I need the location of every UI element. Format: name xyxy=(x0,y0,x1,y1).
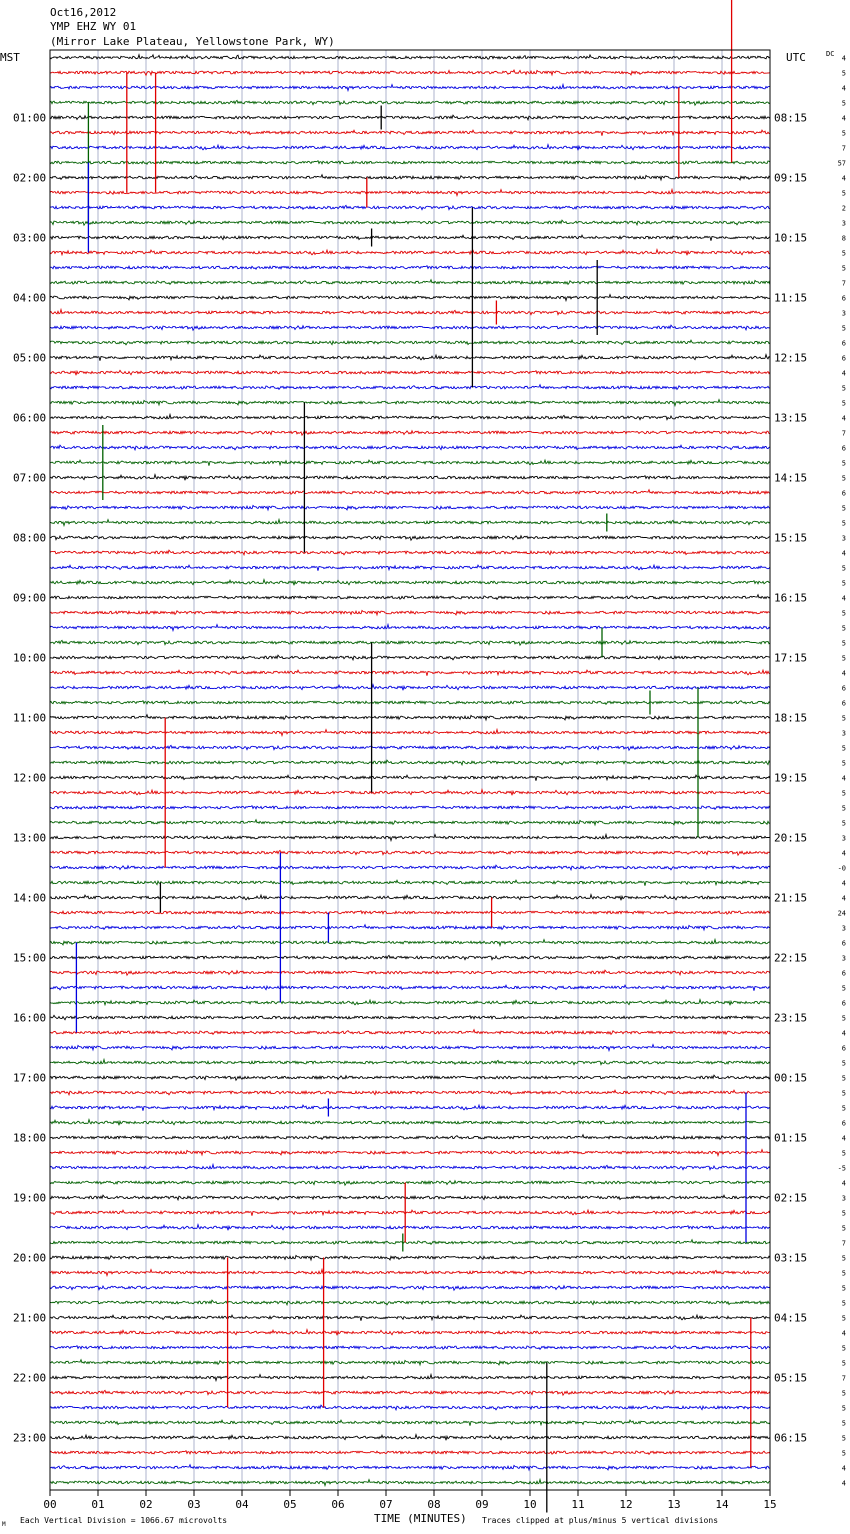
dc-offset-value: 3 xyxy=(841,1194,846,1203)
dc-offset-value: -0 xyxy=(837,864,846,873)
dc-offset-value: 5 xyxy=(841,264,846,273)
left-hour-label: 18:00 xyxy=(13,1131,47,1145)
dc-offset-column xyxy=(838,55,846,1488)
trace-row xyxy=(50,1270,770,1276)
trace-row xyxy=(50,760,770,765)
trace-row xyxy=(50,940,770,946)
dc-offset-value: 5 xyxy=(841,654,846,663)
trace-row xyxy=(50,1240,770,1245)
trace-row xyxy=(50,340,770,345)
trace-row xyxy=(50,565,770,571)
dc-offset-value: 6 xyxy=(841,939,846,948)
trace-row xyxy=(50,385,770,390)
right-hour-label: 06:15 xyxy=(774,1431,808,1445)
dc-offset-value: 4 xyxy=(841,1134,846,1143)
dc-offset-value: 6 xyxy=(841,339,846,348)
corner-mark: M xyxy=(2,1521,6,1528)
trace-row xyxy=(50,580,770,586)
trace-row xyxy=(50,715,770,720)
trace-row xyxy=(50,1375,770,1381)
trace-row xyxy=(50,880,770,886)
dc-offset-value: 4 xyxy=(841,1029,846,1038)
right-hour-label: 21:15 xyxy=(774,891,808,905)
x-tick-label: 00 xyxy=(43,1498,57,1511)
clip-note: Traces clipped at plus/minus 5 vertical divisions xyxy=(482,1516,719,1525)
trace-row xyxy=(50,55,770,60)
dc-offset-value: 4 xyxy=(841,669,846,678)
left-hour-label: 16:00 xyxy=(13,1011,47,1025)
right-hour-label: 00:15 xyxy=(774,1071,808,1085)
right-hour-label: 12:15 xyxy=(774,351,808,365)
left-hour-label: 22:00 xyxy=(13,1371,47,1385)
dc-offset-value: 3 xyxy=(841,834,846,843)
trace-row xyxy=(50,730,770,736)
trace-row xyxy=(50,865,770,870)
dc-offset-value: 4 xyxy=(841,879,846,888)
dc-offset-value: 3 xyxy=(841,309,846,318)
dc-offset-value: 5 xyxy=(841,744,846,753)
right-hour-label: 05:15 xyxy=(774,1371,808,1385)
trace-row xyxy=(50,205,770,209)
x-tick-label: 14 xyxy=(715,1498,729,1511)
trace-row xyxy=(50,670,770,676)
dc-offset-value: 6 xyxy=(841,1044,846,1053)
dc-offset-value: 5 xyxy=(841,1209,846,1218)
dc-offset-value: 4 xyxy=(841,1464,846,1473)
trace-row xyxy=(50,1330,770,1336)
right-hour-label: 02:15 xyxy=(774,1191,808,1205)
left-hour-label: 20:00 xyxy=(13,1251,47,1265)
x-tick-label: 05 xyxy=(283,1498,297,1511)
x-tick-label: 07 xyxy=(379,1498,393,1511)
trace-row xyxy=(50,190,770,196)
trace-row xyxy=(50,400,770,406)
left-hour-label: 09:00 xyxy=(13,591,47,605)
left-hour-label: 08:00 xyxy=(13,531,47,545)
dc-offset-value: 5 xyxy=(841,1104,846,1113)
dc-offset-value: 5 xyxy=(841,129,846,138)
dc-offset-value: 4 xyxy=(841,54,846,63)
trace-row xyxy=(50,1045,770,1051)
left-hour-label: 03:00 xyxy=(13,231,47,245)
trace-row xyxy=(50,100,770,105)
dc-offset-value: 7 xyxy=(841,1239,846,1248)
trace-row xyxy=(50,431,770,435)
trace-row xyxy=(50,295,770,301)
dc-offset-value: 5 xyxy=(841,984,846,993)
dc-offset-value: 4 xyxy=(841,894,846,903)
left-timezone-label: MST xyxy=(0,51,20,64)
dc-offset-value: 6 xyxy=(841,294,846,303)
dc-offset-value: 4 xyxy=(841,114,846,123)
trace-row xyxy=(50,415,770,420)
right-hour-label: 04:15 xyxy=(774,1311,808,1325)
x-axis-title: TIME (MINUTES) xyxy=(374,1512,467,1525)
trace-row xyxy=(50,745,770,750)
dc-offset-value: 5 xyxy=(841,624,846,633)
trace-row xyxy=(50,70,770,75)
trace-row xyxy=(50,370,770,375)
trace-rows xyxy=(50,55,770,1486)
x-tick-label: 15 xyxy=(763,1498,777,1511)
dc-offset-value: 3 xyxy=(841,534,846,543)
trace-row xyxy=(50,1435,770,1441)
dc-offset-value: 6 xyxy=(841,969,846,978)
x-tick-label: 10 xyxy=(523,1498,537,1511)
x-axis xyxy=(43,1490,776,1511)
trace-row xyxy=(50,625,770,631)
x-tick-label: 08 xyxy=(427,1498,441,1511)
trace-row xyxy=(50,1090,770,1095)
left-hour-label: 17:00 xyxy=(13,1071,47,1085)
right-hour-label: 03:15 xyxy=(774,1251,808,1265)
right-hour-label: 01:15 xyxy=(774,1131,808,1145)
dc-offset-value: 6 xyxy=(841,444,846,453)
trace-row xyxy=(50,85,770,91)
dc-offset-value: 4 xyxy=(841,174,846,183)
trace-row xyxy=(50,475,770,481)
dc-offset-value: 5 xyxy=(841,1254,846,1263)
trace-row xyxy=(50,220,770,225)
trace-row xyxy=(50,445,770,450)
right-hour-label: 14:15 xyxy=(774,471,808,485)
trace-row xyxy=(50,280,770,285)
right-hour-label: 08:15 xyxy=(774,111,808,125)
dc-offset-value: 5 xyxy=(841,1089,846,1098)
dc-offset-value: 5 xyxy=(841,714,846,723)
dc-offset-value: 6 xyxy=(841,489,846,498)
dc-offset-value: 5 xyxy=(841,99,846,108)
trace-row xyxy=(50,1300,770,1305)
x-tick-label: 12 xyxy=(619,1498,633,1511)
left-hour-label: 11:00 xyxy=(13,711,47,725)
trace-row xyxy=(50,506,770,510)
dc-offset-value: 5 xyxy=(841,819,846,828)
trace-row xyxy=(50,640,770,645)
trace-row xyxy=(50,536,770,540)
trace-row xyxy=(50,1346,770,1350)
dc-offset-value: 7 xyxy=(841,279,846,288)
trace-row xyxy=(50,1315,770,1321)
x-tick-label: 09 xyxy=(475,1498,489,1511)
trace-row xyxy=(50,145,770,151)
trace-row xyxy=(50,266,770,270)
dc-offset-value: 5 xyxy=(841,1014,846,1023)
right-hour-label: 16:15 xyxy=(774,591,808,605)
right-hour-label: 19:15 xyxy=(774,771,808,785)
dc-offset-value: 5 xyxy=(841,1404,846,1413)
trace-row xyxy=(50,955,770,959)
trace-row xyxy=(50,911,770,915)
trace-row xyxy=(50,985,770,991)
trace-row xyxy=(50,1015,770,1019)
trace-row xyxy=(50,1256,770,1260)
dc-offset-value: 5 xyxy=(841,804,846,813)
x-tick-label: 02 xyxy=(139,1498,153,1511)
trace-row xyxy=(50,310,770,315)
dc-offset-value: 5 xyxy=(841,1389,846,1398)
dc-offset-value: 4 xyxy=(841,1329,846,1338)
dc-offset-value: 4 xyxy=(841,84,846,93)
trace-row xyxy=(50,1000,770,1006)
x-tick-label: 01 xyxy=(91,1498,105,1511)
dc-offset-value: 8 xyxy=(841,234,846,243)
trace-row xyxy=(50,1210,770,1216)
trace-row xyxy=(50,1105,770,1111)
trace-row xyxy=(50,175,770,180)
trace-row xyxy=(50,1135,770,1140)
trace-row xyxy=(50,775,770,781)
dc-offset-value: 5 xyxy=(841,564,846,573)
x-tick-label: 04 xyxy=(235,1498,249,1511)
trace-row xyxy=(50,1195,770,1200)
right-timezone-label: UTC xyxy=(786,51,806,64)
trace-row xyxy=(50,235,770,241)
trace-row xyxy=(50,130,770,136)
left-hour-label: 19:00 xyxy=(13,1191,47,1205)
dc-offset-value: 5 xyxy=(841,639,846,648)
dc-offset-value: 3 xyxy=(841,924,846,933)
dc-offset-value: 6 xyxy=(841,999,846,1008)
right-hour-label: 17:15 xyxy=(774,651,808,665)
dc-offset-value: 5 xyxy=(841,1299,846,1308)
trace-row xyxy=(50,655,770,660)
trace-row xyxy=(50,685,770,691)
dc-offset-value: 5 xyxy=(841,1059,846,1068)
dc-offset-value: 5 xyxy=(841,504,846,513)
trace-row xyxy=(50,1390,770,1395)
dc-offset-value: 5 xyxy=(841,1434,846,1443)
left-hour-label: 12:00 xyxy=(13,771,47,785)
dc-offset-value: 5 xyxy=(841,69,846,78)
plot-frame xyxy=(50,50,770,1490)
dc-offset-value: 6 xyxy=(841,699,846,708)
scale-note: Each Vertical Division = 1066.67 microvolts xyxy=(20,1516,228,1525)
trace-row xyxy=(50,325,770,330)
dc-offset-value: 3 xyxy=(841,219,846,228)
trace-row xyxy=(50,790,770,796)
left-hour-label: 06:00 xyxy=(13,411,47,425)
trace-row xyxy=(50,1030,770,1035)
trace-row xyxy=(50,1060,770,1065)
dc-offset-value: 7 xyxy=(841,144,846,153)
dc-offset-value: 5 xyxy=(841,1344,846,1353)
dc-offset-value: -5 xyxy=(837,1164,846,1173)
minute-grid xyxy=(98,50,722,1490)
trace-row xyxy=(50,701,770,705)
dc-offset-value: 5 xyxy=(841,1269,846,1278)
trace-row xyxy=(50,1075,770,1080)
dc-offset-value: 3 xyxy=(841,954,846,963)
x-tick-label: 11 xyxy=(571,1498,585,1511)
trace-row xyxy=(50,1465,770,1470)
dc-offset-value: 4 xyxy=(841,1479,846,1488)
left-hour-label: 14:00 xyxy=(13,891,47,905)
x-tick-label: 06 xyxy=(331,1498,345,1511)
trace-row xyxy=(50,161,770,165)
trace-row xyxy=(50,550,770,555)
trace-row xyxy=(50,820,770,825)
trace-row xyxy=(50,1120,770,1126)
x-tick-label: 03 xyxy=(187,1498,201,1511)
dc-offset-value: 5 xyxy=(841,1314,846,1323)
dc-offset-value: 2 xyxy=(841,204,846,213)
dc-offset-value: 4 xyxy=(841,1179,846,1188)
trace-row xyxy=(50,115,770,120)
dc-offset-value: 5 xyxy=(841,384,846,393)
right-hour-label: 23:15 xyxy=(774,1011,808,1025)
right-hour-label: 20:15 xyxy=(774,831,808,845)
trace-row xyxy=(50,1480,770,1486)
right-hour-label: 13:15 xyxy=(774,411,808,425)
dc-offset-value: 4 xyxy=(841,774,846,783)
dc-offset-value: 5 xyxy=(841,1074,846,1083)
dc-offset-value: 6 xyxy=(841,684,846,693)
dc-offset-value: 5 xyxy=(841,1419,846,1428)
trace-row xyxy=(50,1420,770,1426)
dc-offset-value: 5 xyxy=(841,1449,846,1458)
right-hour-label: 10:15 xyxy=(774,231,808,245)
dc-offset-value: 6 xyxy=(841,1119,846,1128)
trace-row xyxy=(50,595,770,600)
trace-row xyxy=(50,970,770,975)
dc-offset-value: 5 xyxy=(841,579,846,588)
trace-row xyxy=(50,490,770,495)
right-hour-label: 15:15 xyxy=(774,531,808,545)
dc-offset-value: 5 xyxy=(841,399,846,408)
trace-row xyxy=(50,835,770,841)
header-location: (Mirror Lake Plateau, Yellowstone Park, WY) xyxy=(50,35,335,48)
dc-offset-value: 7 xyxy=(841,429,846,438)
trace-row xyxy=(50,1225,770,1231)
trace-row xyxy=(50,1181,770,1185)
right-hour-label: 11:15 xyxy=(774,291,808,305)
dc-offset-value: 4 xyxy=(841,594,846,603)
dc-offset-value: 4 xyxy=(841,549,846,558)
right-hour-label: 09:15 xyxy=(774,171,808,185)
left-hour-label: 15:00 xyxy=(13,951,47,965)
left-hour-label: 13:00 xyxy=(13,831,47,845)
dc-offset-value: 4 xyxy=(841,414,846,423)
dc-offset-value: 5 xyxy=(841,324,846,333)
dc-offset-value: 5 xyxy=(841,459,846,468)
trace-row xyxy=(50,460,770,466)
x-tick-label: 13 xyxy=(667,1498,681,1511)
trace-row xyxy=(50,250,770,256)
dc-offset-value: 57 xyxy=(837,159,846,168)
dc-offset-value: 4 xyxy=(841,369,846,378)
right-hour-label: 18:15 xyxy=(774,711,808,725)
dc-offset-value: 5 xyxy=(841,1224,846,1233)
left-hour-label: 02:00 xyxy=(13,171,47,185)
dc-offset-value: 5 xyxy=(841,249,846,258)
event-spikes xyxy=(76,0,750,1513)
dc-label: DC xyxy=(826,50,835,58)
trace-row xyxy=(50,1451,770,1455)
dc-offset-value: 5 xyxy=(841,189,846,198)
dc-offset-value: 5 xyxy=(841,789,846,798)
header-date: Oct16,2012 xyxy=(50,6,117,19)
left-hour-label: 21:00 xyxy=(13,1311,47,1325)
dc-offset-value: 7 xyxy=(841,1374,846,1383)
dc-offset-value: 5 xyxy=(841,1359,846,1368)
trace-row xyxy=(50,611,770,615)
dc-offset-value: 5 xyxy=(841,609,846,618)
dc-offset-value: 5 xyxy=(841,759,846,768)
trace-row xyxy=(50,520,770,526)
trace-row xyxy=(50,1286,770,1290)
left-hour-label: 05:00 xyxy=(13,351,47,365)
dc-offset-value: 5 xyxy=(841,1284,846,1293)
dc-offset-value: 3 xyxy=(841,729,846,738)
right-hour-label: 22:15 xyxy=(774,951,808,965)
dc-offset-value: 5 xyxy=(841,474,846,483)
left-hour-label: 01:00 xyxy=(13,111,47,125)
trace-row xyxy=(50,1405,770,1410)
trace-row xyxy=(50,806,770,810)
dc-offset-value: 24 xyxy=(837,909,846,918)
header-station: YMP EHZ WY 01 xyxy=(50,20,137,33)
left-hour-label: 10:00 xyxy=(13,651,47,665)
dc-offset-value: 5 xyxy=(841,519,846,528)
left-hour-label: 07:00 xyxy=(13,471,47,485)
trace-row xyxy=(50,355,770,361)
dc-offset-value: 6 xyxy=(841,354,846,363)
left-hour-label: 04:00 xyxy=(13,291,47,305)
trace-row xyxy=(50,850,770,855)
trace-row xyxy=(50,895,770,901)
dc-offset-value: 5 xyxy=(841,1149,846,1158)
trace-row xyxy=(50,925,770,930)
trace-row xyxy=(50,1165,770,1170)
left-hour-label: 23:00 xyxy=(13,1431,47,1445)
trace-row xyxy=(50,1150,770,1156)
dc-offset-value: 4 xyxy=(841,849,846,858)
trace-row xyxy=(50,1360,770,1365)
